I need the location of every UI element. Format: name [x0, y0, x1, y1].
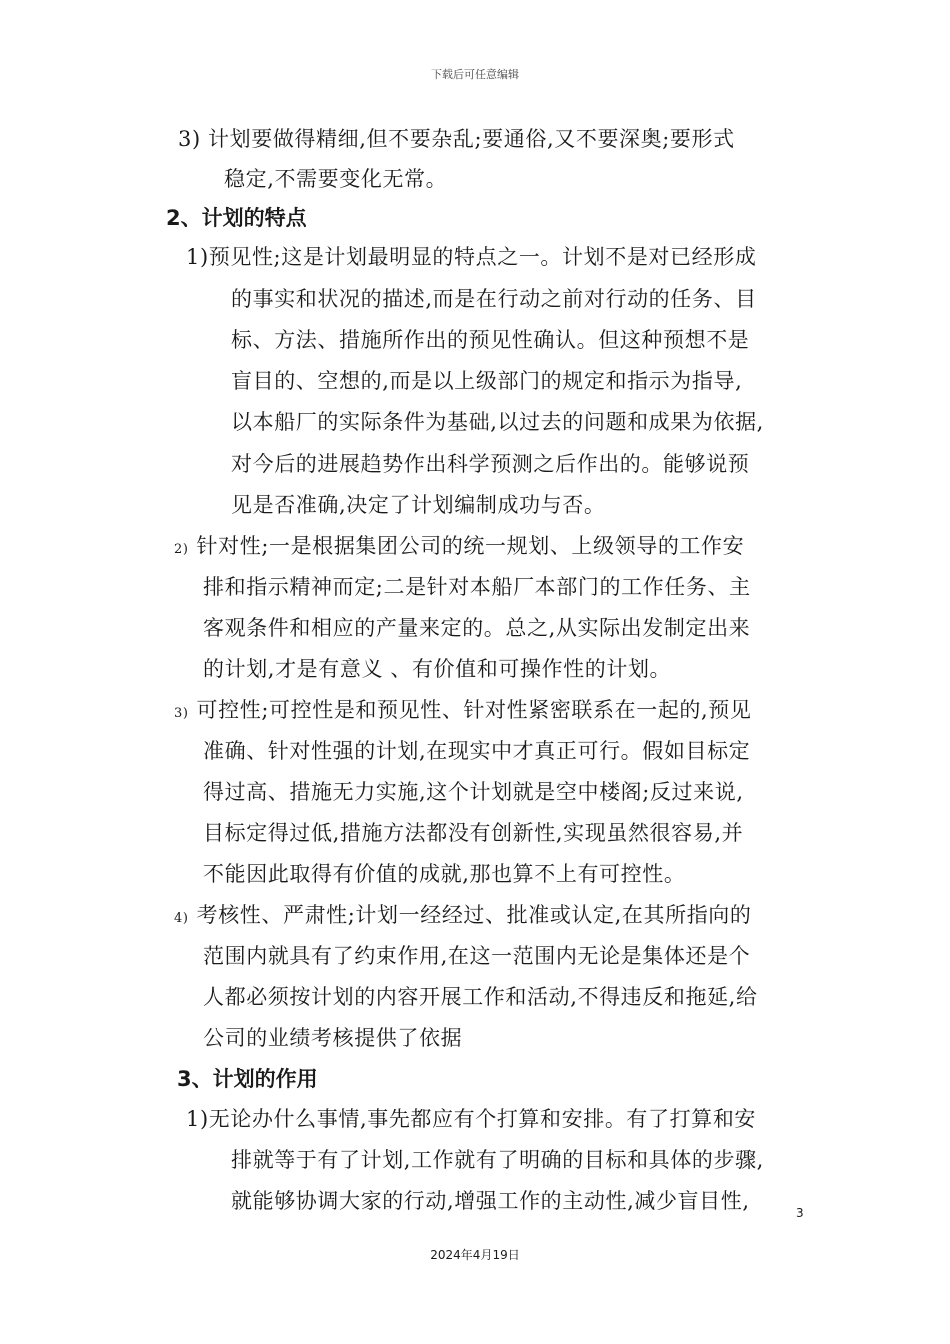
text-line: 考核性、严肃性;计划一经经过、批准或认定,在其所指向的 [196, 903, 752, 927]
text-line: 不能因此取得有价值的成就,那也算不上有可控性。 [203, 862, 686, 886]
list-marker: 3) [174, 706, 189, 721]
text-line: 人都必须按计划的内容开展工作和活动,不得违反和拖延,给 [203, 985, 758, 1009]
text-line: 标、方法、措施所作出的预见性确认。但这种预想不是 [231, 328, 750, 352]
text-line: 公司的业绩考核提供了依据 [203, 1026, 463, 1050]
list-marker: 2) [174, 542, 189, 557]
text-line: 针对性;一是根据集团公司的统一规划、上级领导的工作安 [196, 534, 745, 558]
page-header: 下载后可任意编辑 [431, 68, 519, 81]
list-item [174, 695, 752, 729]
text-line: 3) 计划要做得精细,但不要杂乱;要通俗,又不要深奥;要形式 [178, 127, 735, 151]
text-line: 稳定,不需要变化无常。 [224, 167, 448, 191]
page-number: 3 [796, 1206, 804, 1220]
text-line: 的计划,才是有意义 、有价值和可操作性的计划。 [203, 657, 672, 681]
section-heading: 3、计划的作用 [177, 1067, 318, 1091]
text-line: 见是否准确,决定了计划编制成功与否。 [231, 493, 606, 517]
list-item [174, 531, 744, 565]
text-line: 目标定得过低,措施方法都没有创新性,实现虽然很容易,并 [203, 821, 744, 845]
footer-date: 2024年4月19日 [430, 1248, 520, 1262]
text-line: 排和指示精神而定;二是针对本船厂本部门的工作任务、主 [203, 575, 751, 599]
text-line: 对今后的进展趋势作出科学预测之后作出的。能够说预 [231, 452, 750, 476]
text-line: 的事实和状况的描述,而是在行动之前对行动的任务、目 [231, 287, 757, 311]
text-line: 得过高、措施无力实施,这个计划就是空中楼阁;反过来说, [203, 780, 744, 804]
text-line: 1)预见性;这是计划最明显的特点之一。计划不是对已经形成 [186, 245, 757, 269]
text-line: 以本船厂的实际条件为基础,以过去的问题和成果为依据, [231, 410, 764, 434]
section-heading: 2、计划的特点 [166, 206, 307, 230]
text-line: 排就等于有了计划,工作就有了明确的目标和具体的步骤, [231, 1148, 764, 1172]
list-item [174, 900, 752, 934]
list-marker: 4) [174, 911, 189, 926]
text-line: 1)无论办什么事情,事先都应有个打算和安排。有了打算和安 [186, 1107, 757, 1131]
text-line: 就能够协调大家的行动,增强工作的主动性,减少盲目性, [231, 1189, 750, 1213]
text-line: 客观条件和相应的产量来定的。总之,从实际出发制定出来 [203, 616, 751, 640]
text-line: 可控性;可控性是和预见性、针对性紧密联系在一起的,预见 [196, 698, 752, 722]
text-line: 范围内就具有了约束作用,在这一范围内无论是集体还是个 [203, 944, 751, 968]
text-line: 盲目的、空想的,而是以上级部门的规定和指示为指导, [231, 369, 743, 393]
text-line: 准确、针对性强的计划,在现实中才真正可行。假如目标定 [203, 739, 751, 763]
